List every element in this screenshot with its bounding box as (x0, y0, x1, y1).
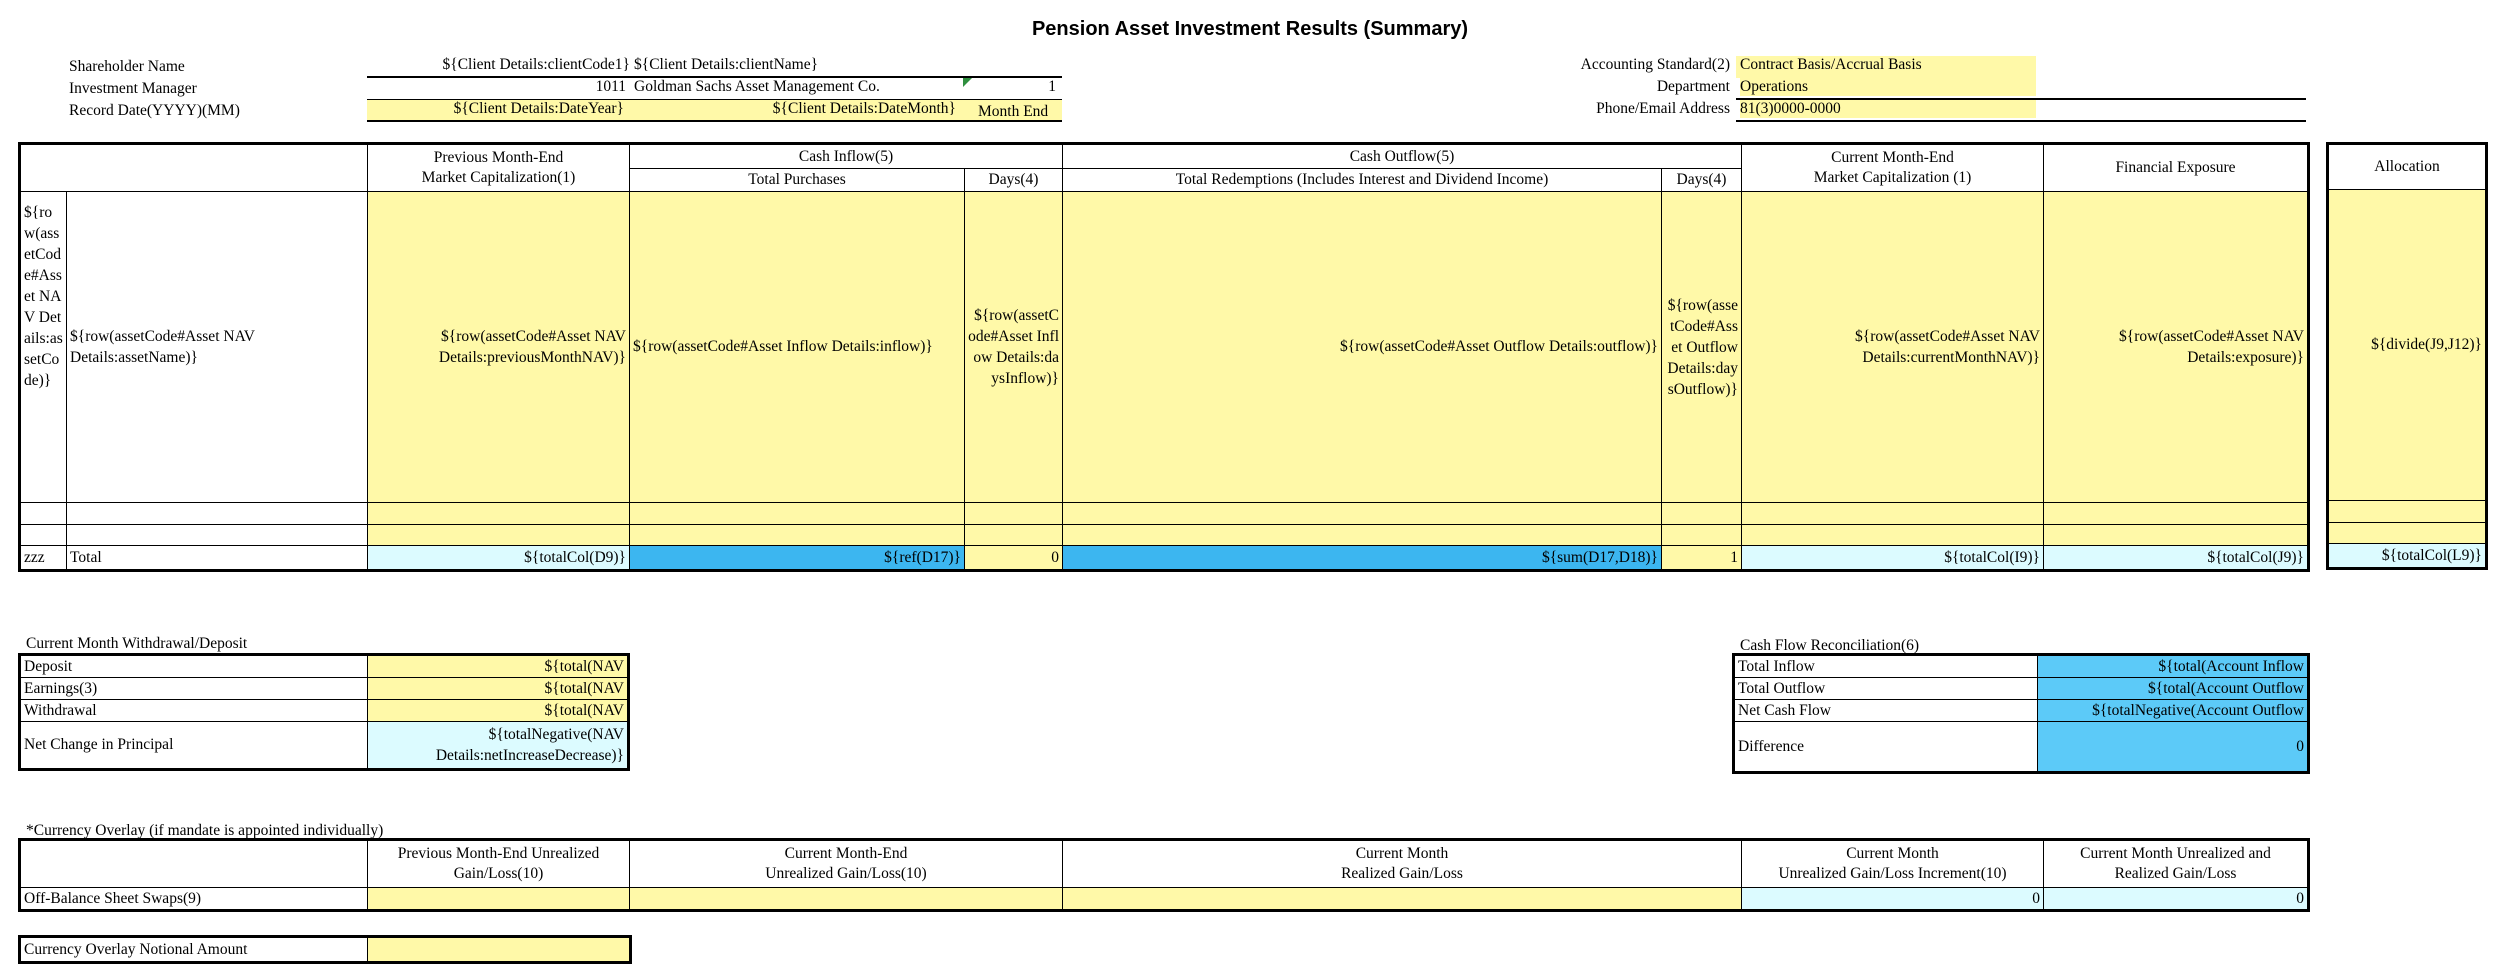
notional-table (20, 937, 630, 962)
withdrawal-value[interactable]: ${total(NAV (368, 700, 628, 722)
asset-name-cell[interactable]: ${row(assetCode#Asset NAV Details:assetName)} (67, 192, 368, 503)
notional-value-cell[interactable] (368, 938, 630, 962)
off-balance-label: Off-Balance Sheet Swaps(9) (21, 888, 368, 910)
reconciliation-table (1734, 655, 2308, 772)
total-exposure-cell[interactable]: ${totalCol(J9)} (2044, 546, 2308, 570)
shareholder-name-label: Shareholder Name (69, 58, 185, 75)
department-value: Operations (1740, 78, 2036, 96)
record-date-label: Record Date(YYYY)(MM) (69, 102, 240, 119)
total-redemptions-header: Total Redemptions (Includes Interest and Dividend Income) (1063, 169, 1662, 192)
overlay-prev-unrealized-cell[interactable] (368, 888, 630, 910)
investment-manager-label: Investment Manager (69, 80, 197, 97)
total-code-cell: zzz (21, 546, 67, 570)
difference-label: Difference (1735, 722, 2038, 772)
net-cash-flow-value[interactable]: ${totalNegative(Account Outflow (2038, 700, 2308, 722)
comment-marker-icon (963, 78, 972, 87)
curr-nav-header (1742, 145, 2044, 192)
total-days-in-cell[interactable]: 0 (965, 546, 1063, 570)
curr-nav-cell[interactable]: ${row(assetCode#Asset NAV Details:currentMonthNAV)} (1742, 192, 2044, 503)
allocation-header: Allocation (2329, 145, 2486, 190)
total-prev-nav-cell[interactable]: ${totalCol(D9)} (368, 546, 630, 570)
overlay-h1-line2: Gain/Loss(10) (453, 865, 544, 882)
withdrawal-label: Withdrawal (21, 700, 368, 722)
overlay-h4-line1: Current Month (1846, 845, 1939, 862)
outflow-cell[interactable]: ${row(assetCode#Asset Outflow Details:outflow)} (1063, 192, 1662, 503)
table-row (21, 678, 628, 700)
net-cash-flow-label: Net Cash Flow (1735, 700, 2038, 722)
notional-label: Currency Overlay Notional Amount (21, 938, 368, 962)
reconciliation-title: Cash Flow Reconciliation(6) (1740, 637, 1920, 654)
net-change-label: Net Change in Principal (21, 722, 368, 769)
total-label-cell: Total (67, 546, 368, 570)
accounting-standard-field[interactable] (1736, 56, 2036, 78)
table-row (21, 722, 628, 769)
overlay-h3-line2: Realized Gain/Loss (1341, 865, 1463, 882)
table-row (21, 192, 2308, 503)
exposure-header: Financial Exposure (2044, 145, 2308, 192)
withdrawal-title: Current Month Withdrawal/Deposit (26, 635, 248, 652)
total-allocation-cell[interactable]: ${totalCol(L9)} (2329, 544, 2486, 568)
record-year-cell[interactable] (367, 100, 630, 122)
total-inflow-cell[interactable]: ${ref(D17)} (630, 546, 965, 570)
inflow-cell[interactable]: ${row(assetCode#Asset Inflow Details:inflow)} (630, 192, 965, 503)
currency-overlay-table (20, 840, 2308, 910)
total-row (21, 546, 2308, 570)
table-row (1735, 700, 2308, 722)
table-row (1735, 656, 2308, 678)
table-row (21, 888, 2308, 910)
table-row (1735, 678, 2308, 700)
total-inflow-value[interactable]: ${total(Account Inflow (2038, 656, 2308, 678)
department-field[interactable] (1736, 78, 2306, 100)
table-row (1735, 722, 2308, 772)
allocation-cell[interactable]: ${divide(J9,J12)} (2329, 190, 2486, 501)
prev-nav-header-line2: Market Capitalization(1) (421, 169, 576, 186)
net-change-value[interactable]: ${totalNegative(NAV Details:netIncreaseDecrease)} (368, 722, 628, 769)
overlay-h5-line2: Realized Gain/Loss (2114, 865, 2237, 882)
total-inflow-label: Total Inflow (1735, 656, 2038, 678)
difference-value[interactable]: 0 (2038, 722, 2308, 772)
overlay-increment-cell[interactable]: 0 (1742, 888, 2044, 910)
overlay-curr-unrealized-header (630, 841, 1063, 888)
manager-name: Goldman Sachs Asset Management Co. (634, 78, 880, 95)
overlay-h3-line1: Current Month (1355, 845, 1449, 862)
days-in-header: Days(4) (965, 169, 1063, 192)
days-out-cell[interactable]: ${row(assetCode#Asset Outflow Details:daysOutflow)} (1662, 192, 1742, 503)
overlay-h4-line2: Unrealized Gain/Loss Increment(10) (1778, 865, 2007, 882)
manager-num: 1 (1048, 78, 1056, 95)
cash-inflow-header: Cash Inflow(5) (630, 145, 1063, 169)
shareholder-code-cell[interactable] (367, 56, 630, 78)
overlay-h2-line1: Current Month-End (784, 845, 908, 862)
allocation-table (2328, 144, 2486, 568)
asset-code-cell[interactable]: ${row(assetCode#Asset NAV Details:assetCode)} (21, 192, 67, 503)
total-outflow-label: Total Outflow (1735, 678, 2038, 700)
page-title: Pension Asset Investment Results (Summary) (1031, 18, 1469, 40)
overlay-h5-line1: Current Month Unrealized and (2080, 845, 2271, 862)
currency-overlay-title: *Currency Overlay (if mandate is appointed individually) (26, 822, 384, 839)
total-curr-nav-cell[interactable]: ${totalCol(I9)} (1742, 546, 2044, 570)
overlay-total-cell[interactable]: 0 (2044, 888, 2308, 910)
total-outflow-cell[interactable]: ${sum(D17,D18)} (1063, 546, 1662, 570)
overlay-increment-header (1742, 841, 2044, 888)
record-month-cell[interactable] (630, 100, 960, 122)
overlay-curr-unrealized-cell[interactable] (630, 888, 1063, 910)
deposit-label: Deposit (21, 656, 368, 678)
overlay-header-blank (21, 841, 368, 888)
manager-code-cell[interactable] (367, 78, 630, 100)
cash-outflow-header: Cash Outflow(5) (1063, 145, 1742, 169)
phone-email-value: 81(3)0000-0000 (1740, 100, 2036, 118)
record-month: ${Client Details:DateMonth} (772, 100, 956, 117)
table-row (21, 656, 628, 678)
total-purchases-header: Total Purchases (630, 169, 965, 192)
shareholder-code: ${Client Details:clientCode1} (442, 56, 630, 73)
department-label: Department (1656, 78, 1730, 95)
header-blank (21, 145, 368, 192)
earnings-label: Earnings(3) (21, 678, 368, 700)
prev-nav-header-line1: Previous Month-End (433, 149, 564, 166)
prev-nav-header (368, 145, 630, 192)
curr-nav-header-line2: Market Capitalization (1) (1813, 169, 1972, 186)
record-year: ${Client Details:DateYear} (453, 100, 624, 117)
month-end-cell (960, 100, 1062, 122)
phone-email-label: Phone/Email Address (1596, 100, 1730, 117)
main-results-table (20, 144, 2308, 570)
table-row (21, 503, 2308, 525)
overlay-realized-cell[interactable] (1063, 888, 1742, 910)
accounting-standard-label: Accounting Standard(2) (1580, 56, 1730, 73)
withdrawal-table (20, 655, 628, 769)
manager-num-cell[interactable] (960, 78, 1062, 100)
days-out-header: Days(4) (1662, 169, 1742, 192)
days-in-cell[interactable]: ${row(assetCode#Asset Inflow Details:daysInflow)} (965, 192, 1063, 503)
manager-name-cell[interactable] (630, 78, 960, 100)
curr-nav-header-line1: Current Month-End (1831, 149, 1954, 166)
overlay-h2-line2: Unrealized Gain/Loss(10) (765, 865, 927, 882)
total-days-out-cell[interactable]: 1 (1662, 546, 1742, 570)
phone-email-field[interactable] (1736, 100, 2306, 122)
earnings-value[interactable]: ${total(NAV (368, 678, 628, 700)
shareholder-name-cell[interactable] (630, 56, 1062, 78)
table-row (21, 525, 2308, 546)
overlay-realized-header (1063, 841, 1742, 888)
overlay-total-header (2044, 841, 2308, 888)
overlay-h1-line1: Previous Month-End Unrealized (397, 845, 600, 862)
table-row (21, 700, 628, 722)
deposit-value[interactable]: ${total(NAV (368, 656, 628, 678)
shareholder-name: ${Client Details:clientName} (634, 56, 819, 73)
exposure-cell[interactable]: ${row(assetCode#Asset NAV Details:exposure)} (2044, 192, 2308, 503)
prev-nav-cell[interactable]: ${row(assetCode#Asset NAV Details:previousMonthNAV)} (368, 192, 630, 503)
manager-code: 1011 (595, 78, 626, 95)
month-end: Month End (978, 103, 1049, 120)
accounting-standard-value: Contract Basis/Accrual Basis (1740, 56, 1922, 73)
total-outflow-value[interactable]: ${total(Account Outflow (2038, 678, 2308, 700)
overlay-prev-unrealized-header (368, 841, 630, 888)
